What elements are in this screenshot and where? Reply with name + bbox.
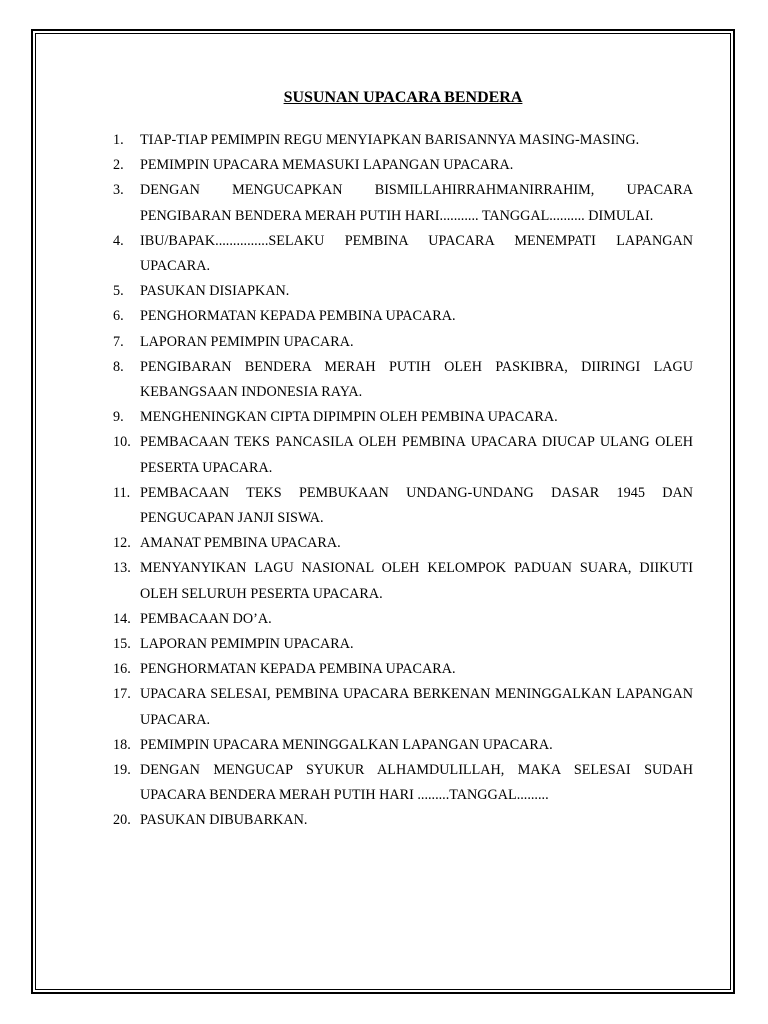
document-title: SUSUNAN UPACARA BENDERA [283,89,523,106]
item-text: PEMBACAAN TEKS PEMBUKAAN UNDANG-UNDANG DASAR 1945 DAN PENGUCAPAN JANJI SISWA. [140,484,693,527]
item-text: PEMIMPIN UPACARA MEMASUKI LAPANGAN UPACARA. [140,157,514,174]
item-number: 10. [113,434,131,451]
list-item [113,481,693,531]
list-item [113,607,693,632]
item-number: 15. [113,636,131,653]
item-text: PENGHORMATAN KEPADA PEMBINA UPACARA. [140,308,456,325]
list-item [113,405,693,430]
list-item [113,279,693,304]
list-item [113,632,693,657]
ceremony-steps-list [113,128,693,834]
item-number: 17. [113,686,131,703]
item-number: 8. [113,358,124,375]
list-item [113,128,693,153]
item-text: PEMBACAAN TEKS PANCASILA OLEH PEMBINA UPACARA DIUCAP ULANG OLEH PESERTA UPACARA. [140,434,693,476]
item-text: PENGIBARAN BENDERA MERAH PUTIH OLEH PASKIBRA, DIIRINGI LAGU KEBANGSAAN INDONESIA RAYA. [140,358,693,401]
item-text: IBU/BAPAK...............SELAKU PEMBINA UPACARA MENEMPATI LAPANGAN UPACARA. [140,232,693,275]
list-item [113,758,693,808]
item-number: 14. [113,610,131,627]
list-item [113,733,693,758]
item-text: DENGAN MENGUCAP SYUKUR ALHAMDULILLAH, MAKA SELESAI SUDAH UPACARA BENDERA MERAH PUTIH HARI .........TANGGAL......... [140,762,693,804]
list-item [113,808,693,833]
item-text: LAPORAN PEMIMPIN UPACARA. [140,636,354,653]
item-number: 2. [113,157,124,174]
item-number: 11. [113,484,131,501]
item-number: 18. [113,736,131,753]
item-number: 9. [113,409,124,426]
list-item [113,304,693,329]
item-text: AMANAT PEMBINA UPACARA. [140,535,341,552]
item-number: 6. [113,308,124,325]
list-item [113,556,693,606]
item-text: MENYANYIKAN LAGU NASIONAL OLEH KELOMPOK PADUAN SUARA, DIIKUTI OLEH SELURUH PESERTA UPACARA. [140,560,693,602]
list-item [113,229,693,279]
item-text: PASUKAN DISIAPKAN. [140,283,290,300]
item-number: 13. [113,560,131,577]
item-text: TIAP-TIAP PEMIMPIN REGU MENYIAPKAN BARISANNYA MASING-MASING. [140,132,640,148]
item-number: 19. [113,762,131,779]
item-number: 4. [113,232,124,249]
list-item [113,682,693,732]
item-number: 5. [113,283,124,300]
item-text: PEMBACAAN DO’A. [140,610,272,627]
list-item [113,330,693,355]
item-number: 7. [113,333,124,350]
item-text: LAPORAN PEMIMPIN UPACARA. [140,333,354,350]
item-number: 12. [113,535,131,552]
item-text: UPACARA SELESAI, PEMBINA UPACARA BERKENAN MENINGGALKAN LAPANGAN UPACARA. [140,686,693,728]
item-text: PEMIMPIN UPACARA MENINGGALKAN LAPANGAN UPACARA. [140,736,553,753]
list-item [113,153,693,178]
item-text: DENGAN MENGUCAPKAN BISMILLAHIRRAHMANIRRAHIM, UPACARA PENGIBARAN BENDERA MERAH PUTIH HARI........... TANGGAL.......... DIMULAI. [140,182,693,224]
list-item [113,430,693,480]
item-text: MENGHENINGKAN CIPTA DIPIMPIN OLEH PEMBINA UPACARA. [140,409,558,426]
item-text: PENGHORMATAN KEPADA PEMBINA UPACARA. [140,661,456,678]
list-item [113,355,693,405]
item-number: 3. [113,182,124,199]
item-number: 16. [113,661,131,678]
document-body [113,86,693,834]
list-item [113,657,693,682]
item-text: PASUKAN DIBUBARKAN. [140,812,308,829]
list-item [113,531,693,556]
item-number: 1. [113,132,124,148]
item-number: 20. [113,812,131,829]
list-item [113,178,693,228]
